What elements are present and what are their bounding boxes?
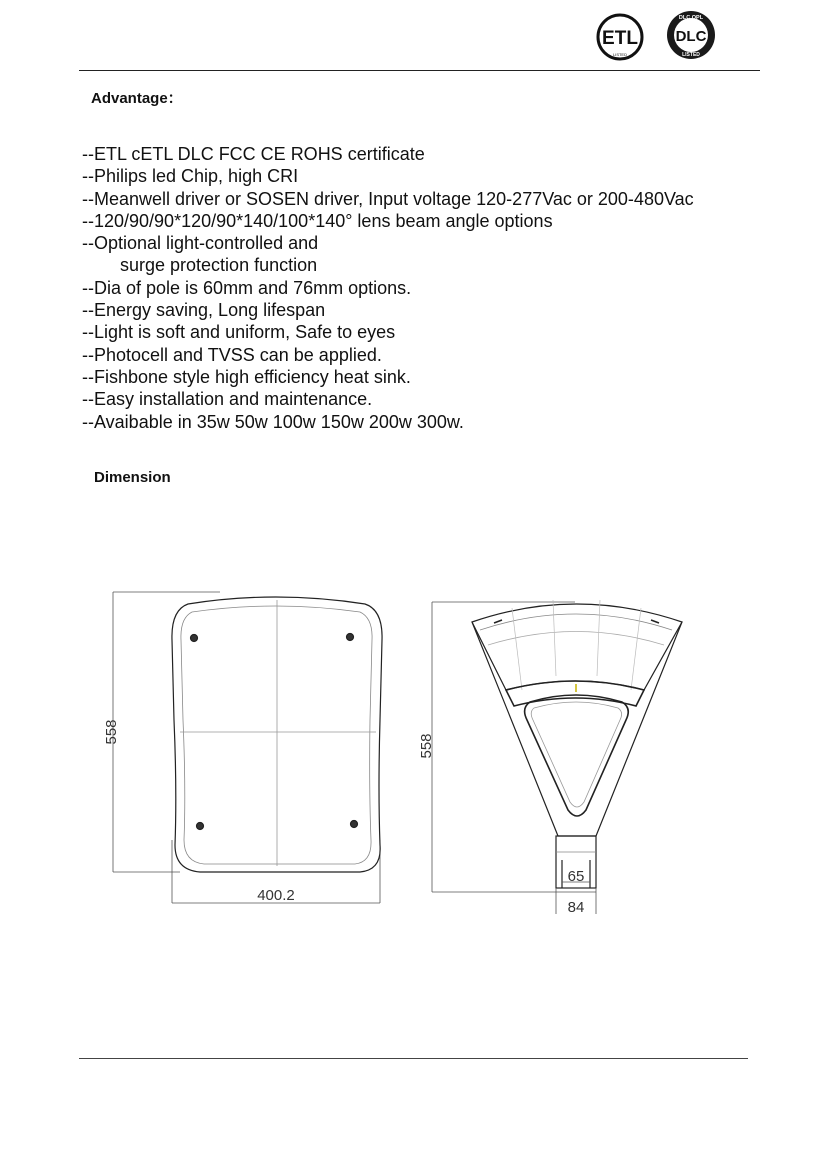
advantage-item: --Photocell and TVSS can be applied. — [82, 344, 382, 365]
advantage-item: --ETL cETL DLC FCC CE ROHS certificate — [82, 144, 425, 164]
side-inner-width-label: 65 — [567, 868, 585, 885]
front-view-drawing — [113, 592, 382, 903]
header-divider — [79, 70, 760, 71]
advantage-item: --Philips led Chip, high CRI — [82, 166, 299, 187]
dlc-logo-text: DLC — [675, 28, 707, 45]
dlc-ring-top-text: DLC QPL — [678, 15, 704, 21]
dimension-drawing — [0, 560, 826, 940]
advantage-item: --Avaibable in 35w 50w 100w 150w 200w 300w. — [82, 411, 464, 432]
dlc-ring-bottom-text: LISTED — [682, 52, 700, 58]
footer-divider — [79, 1058, 748, 1059]
side-view-drawing — [432, 600, 682, 914]
advantage-list — [82, 143, 694, 433]
etl-logo-subtext: LISTED — [612, 52, 628, 57]
side-height-label: 558 — [418, 733, 435, 759]
etl-logo-text: ETL — [602, 28, 638, 49]
advantage-item: --Fishbone style high efficiency heat sink. — [82, 366, 411, 387]
advantage-item: --Easy installation and maintenance. — [82, 389, 373, 410]
advantage-item: --Meanwell driver or SOSEN driver, Input voltage 120-277Vac or 200-480Vac — [82, 188, 694, 209]
dlc-listed-logo — [666, 10, 716, 60]
dimension-heading: Dimension — [94, 469, 171, 486]
etl-listed-logo — [596, 13, 644, 61]
advantage-item-continuation: surge protection function — [120, 255, 318, 276]
advantage-item: --Light is soft and uniform, Safe to eyes — [82, 322, 396, 343]
advantage-heading: Advantage： — [91, 90, 183, 107]
advantage-item: --Optional light-controlled and — [82, 233, 319, 254]
advantage-item: --120/90/90*120/90*140/100*140° lens beam angle options — [82, 210, 553, 231]
side-outer-width-label: 84 — [567, 899, 585, 916]
advantage-item: --Energy saving, Long lifespan — [82, 300, 326, 321]
front-width-label: 400.2 — [257, 887, 295, 904]
advantage-item: --Dia of pole is 60mm and 76mm options. — [82, 277, 412, 298]
front-height-label: 558 — [103, 719, 120, 745]
